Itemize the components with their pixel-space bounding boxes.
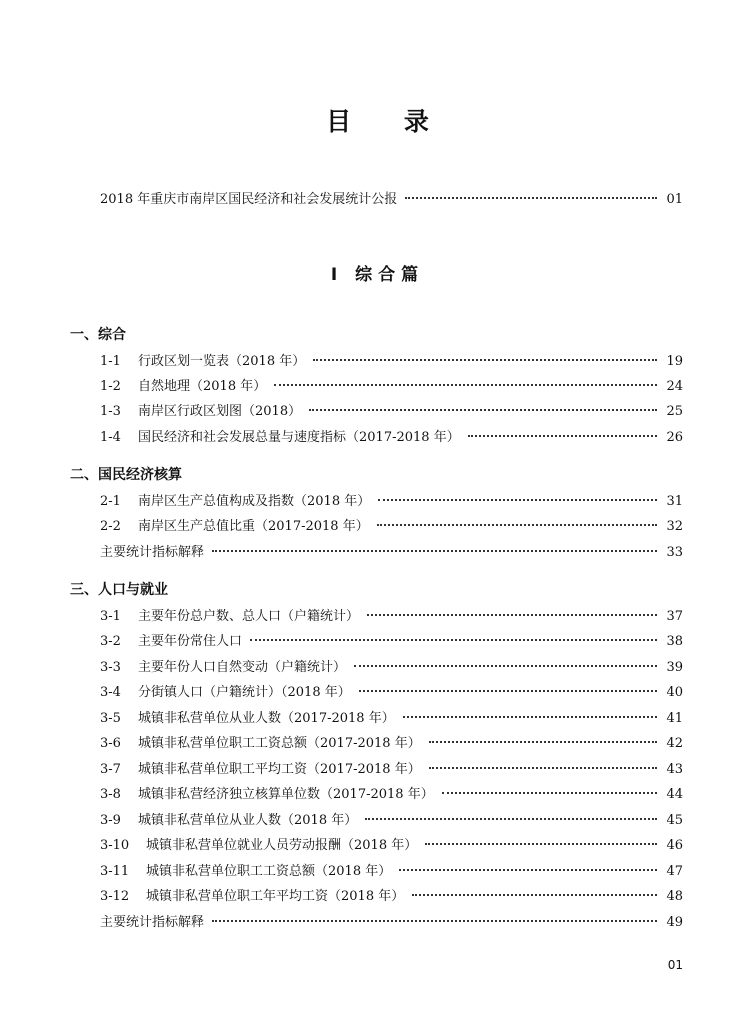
dot-leader [425,843,657,845]
dot-leader [250,639,657,641]
toc-entry-number: 3-6 [100,736,121,751]
toc-entry-number: 2-2 [100,519,121,534]
toc-entry[interactable] [100,707,683,725]
toc-entry-number: 3-9 [100,813,121,828]
dot-leader [403,716,657,718]
toc-entry-label: 城镇非私营单位从业人数（2018 年） [138,813,358,828]
toc-entry-label: 城镇非私营单位就业人员劳动报酬（2018 年） [146,838,418,853]
dot-leader [377,524,657,526]
dot-leader [442,792,657,794]
toc-entry-page: 42 [666,736,683,751]
toc-entry-page: 32 [666,519,683,534]
dot-leader [313,359,657,361]
toc-entry-number: 3-2 [100,634,121,649]
toc-entry-number: 1-3 [100,404,121,419]
toc-entry-page: 37 [666,609,683,624]
dot-leader [429,741,657,743]
toc-entry-label: 南岸区生产总值比重（2017-2018 年） [138,519,369,534]
toc-entry-label: 城镇非私营单位职工工资总额（2017-2018 年） [138,736,421,751]
toc-entry-page: 33 [666,545,683,560]
toc-entry-number: 3-4 [100,685,121,700]
toc-entry-label: 主要年份常住人口 [138,634,243,649]
toc-entry-page: 26 [666,430,683,445]
toc-entry[interactable] [100,541,683,559]
toc-entry-label: 自然地理（2018 年） [138,379,267,394]
dot-leader [212,550,657,552]
toc-entry-label: 主要年份总户数、总人口（户籍统计） [138,609,360,624]
toc-entry[interactable] [100,834,683,852]
dot-leader [429,767,657,769]
toc-entry-page: 39 [666,660,683,675]
dot-leader [468,435,657,437]
toc-entry-number: 1-4 [100,430,121,445]
dot-leader [399,869,657,871]
dot-leader [309,409,657,411]
dot-leader [359,690,657,692]
dot-leader [367,614,657,616]
toc-entry[interactable] [100,732,683,750]
dot-leader [212,920,657,922]
section-heading-3: 三、人口与就业 [70,582,168,598]
toc-entry-label: 城镇非私营单位职工年平均工资（2018 年） [146,889,405,904]
toc-entry[interactable] [100,400,683,418]
toc-entry[interactable] [100,885,683,903]
toc-entry-page: 44 [666,787,683,802]
toc-entry[interactable] [100,490,683,508]
toc-entry-number: 3-7 [100,762,121,777]
toc-entry-number: 2-1 [100,494,121,509]
toc-entry-page: 24 [666,379,683,394]
toc-entry[interactable] [100,426,683,444]
dot-leader [365,818,657,820]
toc-entry-number: 3-1 [100,609,121,624]
dot-leader [378,499,657,501]
dot-leader [405,197,657,199]
toc-entry[interactable] [100,911,683,929]
toc-entry[interactable] [100,758,683,776]
toc-entry[interactable] [100,681,683,699]
toc-entry[interactable] [100,783,683,801]
toc-entry-bulletin[interactable] [100,188,683,206]
toc-entry-page: 19 [666,354,683,369]
toc-entry-label: 城镇非私营单位职工平均工资（2017-2018 年） [138,762,421,777]
toc-entry[interactable] [100,656,683,674]
toc-entry[interactable] [100,860,683,878]
toc-entry-page: 01 [666,192,683,207]
toc-entry[interactable] [100,809,683,827]
toc-entry-label: 2018 年重庆市南岸区国民经济和社会发展统计公报 [100,192,398,207]
toc-entry-page: 25 [666,404,683,419]
toc-entry-page: 41 [666,711,683,726]
toc-entry-page: 45 [666,813,683,828]
toc-entry-label: 城镇非私营单位从业人数（2017-2018 年） [138,711,395,726]
page-title: 目 录 [326,107,451,136]
dot-leader [274,384,657,386]
toc-entry-label: 主要年份人口自然变动（户籍统计） [138,660,347,675]
toc-entry-page: 31 [666,494,683,509]
toc-entry-label: 行政区划一览表（2018 年） [138,354,306,369]
toc-entry-number: 3-5 [100,711,121,726]
toc-entry-label: 城镇非私营单位职工工资总额（2018 年） [146,864,392,879]
toc-entry-label: 南岸区行政区划图（2018） [138,404,302,419]
part-title: I 综合篇 [330,265,425,285]
toc-entry[interactable] [100,605,683,623]
toc-entry-page: 46 [666,838,683,853]
toc-entry[interactable] [100,515,683,533]
toc-entry-label: 主要统计指标解释 [100,915,205,930]
toc-entry[interactable] [100,375,683,393]
dot-leader [354,665,657,667]
toc-entry-page: 49 [666,915,683,930]
toc-entry-number: 1-1 [100,354,121,369]
toc-entry-page: 43 [666,762,683,777]
toc-entry-label: 南岸区生产总值构成及指数（2018 年） [138,494,371,509]
dot-leader [412,894,657,896]
toc-entry-label: 分街镇人口（户籍统计）（2018 年） [138,685,351,700]
toc-entry-number: 3-12 [100,889,130,904]
toc-entry-page: 38 [666,634,683,649]
toc-entry-number: 3-8 [100,787,121,802]
page-number: 01 [667,958,683,972]
toc-entry-label: 城镇非私营经济独立核算单位数（2017-2018 年） [138,787,434,802]
toc-entry[interactable] [100,630,683,648]
toc-entry-label: 主要统计指标解释 [100,545,205,560]
toc-entry-label: 国民经济和社会发展总量与速度指标（2017-2018 年） [138,430,460,445]
toc-entry-page: 48 [666,889,683,904]
toc-entry[interactable] [100,350,683,368]
toc-entry-number: 3-11 [100,864,130,879]
section-heading-2: 二、国民经济核算 [70,467,182,483]
toc-entry-page: 40 [666,685,683,700]
section-heading-1: 一、综合 [70,327,126,343]
toc-entry-number: 1-2 [100,379,121,394]
toc-entry-page: 47 [666,864,683,879]
toc-entry-number: 3-10 [100,838,130,853]
toc-entry-number: 3-3 [100,660,121,675]
